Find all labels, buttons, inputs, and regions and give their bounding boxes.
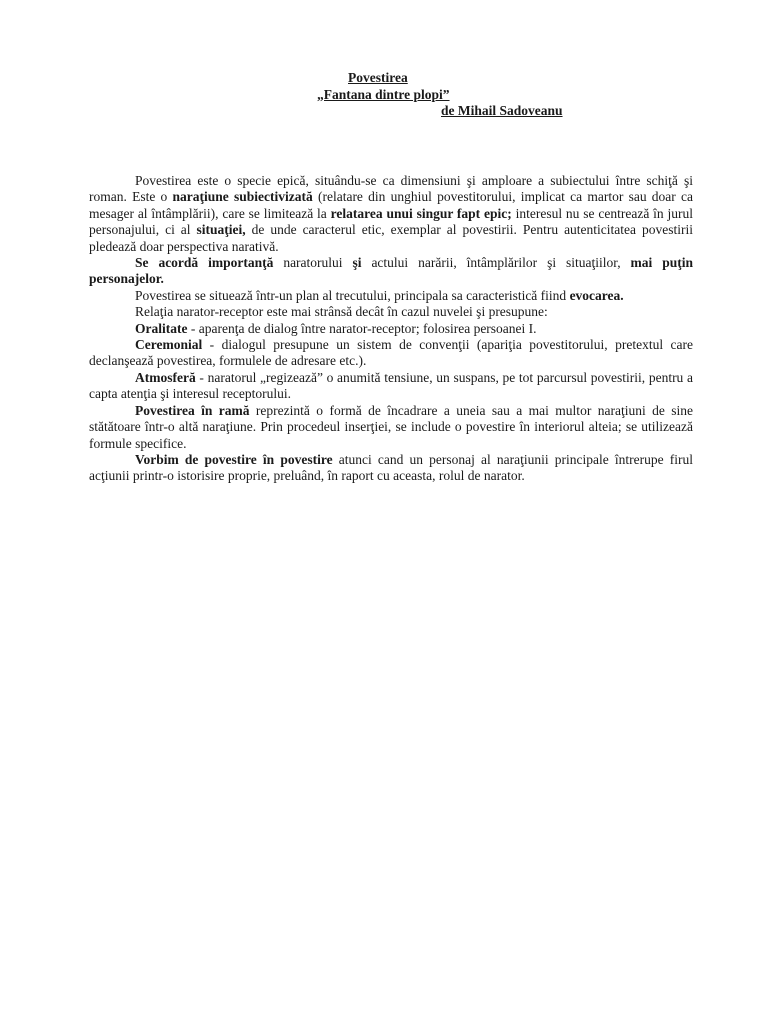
paragraph: [89, 403, 693, 452]
bold-text: mai puţin personajelor.: [89, 255, 693, 287]
text-run: de unde caracterul etic, exemplar al povestirii. Pentru autenticitatea povestirii pledează doar perspectiva narativă.: [89, 222, 693, 254]
text-run: reprezintă o formă de încadrare a uneia sau a mai multor naraţiuni de sine stătătoare într-o altă naraţiune. Prin procedeul inserţiei, se include o povestire în interiorul alteia; se utilizează formule specifice.: [89, 402, 693, 451]
text-run: actului narării, întâmplărilor şi situaţiilor,: [361, 255, 631, 271]
text-run: interesul nu se centrează în jurul personajului, ci al: [89, 205, 693, 238]
document-title: Povestirea: [348, 70, 408, 85]
bold-text: evocarea.: [569, 287, 624, 303]
text-run: Relaţia narator-receptor este mai strânsă decât în cazul nuvelei şi presupune:: [135, 304, 548, 320]
bold-text: Vorbim de povestire în povestire: [135, 451, 333, 467]
paragraph: [89, 370, 693, 403]
bold-text: Ceremonial: [135, 337, 203, 353]
paragraph: [89, 304, 693, 320]
paragraph: [89, 288, 693, 304]
document-body: [89, 173, 693, 485]
text-run: atunci cand un personaj al naraţiunii principale întrerupe firul acţiunii printr-o istorisire proprie, preluând, în raport cu aceasta, rolul de narator.: [89, 451, 693, 484]
text-run: - naratorul „regizează” o anumită tensiune, un suspans, pe tot parcursul povestirii, pentru a capta atenţia şi interesul receptorului.: [89, 369, 693, 402]
paragraph: [89, 452, 693, 485]
text-run: - aparenţa de dialog între narator-receptor; folosirea persoanei I.: [187, 320, 537, 336]
bold-text: Atmosferă: [135, 369, 196, 385]
paragraph: [89, 255, 693, 288]
document-author: de Mihail Sadoveanu: [441, 103, 563, 118]
bold-text: naraţiune subiectivizată: [172, 189, 313, 205]
text-run: Povestirea este o specie epică, situându-se ca dimensiuni şi amploare a subiectului între schiţă şi roman. Este o: [89, 173, 693, 205]
bold-text: Se acordă importanţă: [135, 255, 274, 271]
paragraph: [89, 173, 693, 255]
paragraph: [89, 337, 693, 370]
text-run: Povestirea se situează într-un plan al trecutului, principala sa caracteristică fiind: [135, 287, 570, 303]
document-subtitle: „Fantana dintre plopi”: [317, 86, 450, 102]
bold-text: şi: [352, 255, 362, 271]
bold-text: situaţiei,: [196, 222, 246, 238]
paragraph: [89, 321, 693, 337]
text-run: naratorului: [273, 255, 353, 271]
text-run: (relatare din unghiul povestitorului, implicat ca martor sau doar ca mesager al întâmplării), care se limitează la: [89, 189, 693, 221]
bold-text: Povestirea în ramă: [135, 402, 250, 418]
text-run: - dialogul presupune un sistem de convenţii (apariţia povestitorului, pretextul care declanşează povestirea, formulele de adresare etc.).: [89, 337, 693, 369]
bold-text: Oralitate: [135, 320, 188, 336]
bold-text: relatarea unui singur fapt epic;: [330, 205, 512, 221]
